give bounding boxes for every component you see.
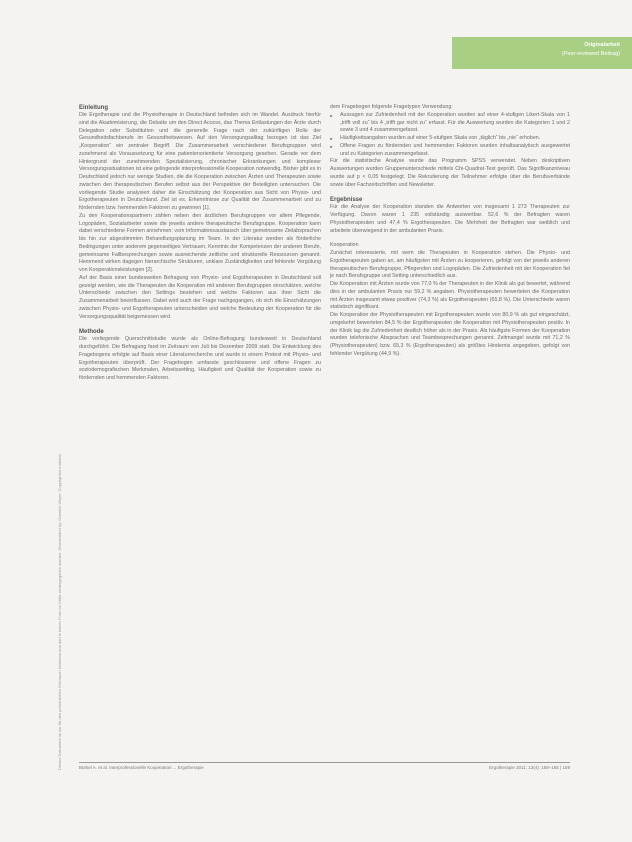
paragraph: Die Kooperation der Physiotherapeuten mit Ergotherapeuten wurde von 80,9 % als gut eingeschätzt, umgekehrt bewerteten 84,5 % der Ergotherapeuten die Kooperation mit Physiotherapeuten positiv. In der Klinik lag die Zufriedenheit deutlich höher als in der Praxis. Als häufigste Formen der Kooperation wurden telefonische Absprachen und Teambesprechungen genannt. Zeitmangel wurde mit 71,2 % (Physiotherapeuten) bzw. 65,3 % (Ergotherapeuten) als größtes Hindernis angegeben, gefolgt von fehlender Vergütung (44,9 %). — [330, 312, 570, 357]
paragraph: Zu den Kooperationspartnern zählen neben den ärztlichen Berufsgruppen vor allem Pflegende, Logopäden, Sozialarbeiter sowie die jeweils andere therapeutische Berufsgruppe. Kooperation kann dabei verschiedene Formen annehmen: vom Informationsaustausch über gemeinsame Zielabsprachen bis hin zur abgestimmten Behandlungsplanung im Team. In der Literatur werden als förderliche Bedingungen unter anderem gegenseitiges Vertrauen, Kenntnis der Kompetenzen der anderen Berufe, gemeinsame Fallbesprechungen sowie ausreichende zeitliche und strukturelle Ressourcen genannt. Hemmend wirken dagegen hierarchische Strukturen, unklare Zuständigkeiten und fehlende Vergütung von Kooperationsleistungen [2]. — [79, 212, 321, 273]
paragraph-gap — [330, 235, 570, 242]
bullet-item: ■ Aussagen zur Zufriedenheit mit der Kooperation wurden auf einer 4-stufigen Likert-Skala von 1 „trifft voll zu“ bis 4 „trifft gar nicht zu“ erfasst. Für die Auswertung wurden die Kategorien 1 und 2 sowie 3 und 4 zusammengefasst. — [330, 112, 570, 135]
footer-citation: Bürkel A. et al. Interprofessionelle Kooperation ... Ergotherapie — [79, 765, 204, 770]
paragraph: Die Kooperation mit Ärzten wurde von 77,0 % der Therapeuten in der Klinik als gut bewertet, während dies in der ambulanten Praxis nur 59,2 % angaben. Physiotherapeuten bewerteten die Kooperation mit Ärzten insgesamt etwas positiver (74,3 %) als Ergotherapeuten (65,8 %). Die Unterschiede waren statistisch signifikant. — [330, 281, 570, 311]
paragraph-gap — [79, 321, 321, 328]
left-text-column — [79, 104, 321, 383]
paragraph: Auf der Basis einer bundesweiten Befragung von Physio- und Ergotherapeuten in Deutschland soll gezeigt werden, wie die Therapeuten die Kooperation mit anderen Berufsgruppen einschätzen, welche Unterschiede zwischen den Settings bestehen und welche Faktoren aus ihrer Sicht die Zusammenarbeit beeinflussen. Dabei wird auch der Frage nachgegangen, ob sich die Einschätzungen zwischen Physio- und Ergotherapeuten unterscheiden und welche Bedeutung der Kooperation für die Versorgungsqualität beigemessen wird. — [79, 274, 321, 320]
paragraph: dem Fragebogen folgende Fragetypen Verwendung: — [330, 104, 453, 110]
paragraph: Zunächst interessierte, mit wem die Therapeuten in Kooperation stehen. Die Physio- und Ergotherapeuten gaben an, am häufigsten mit Ärzten zu kooperieren, gefolgt von der jeweils anderen therapeutischen Berufsgruppe, Pflegenden und Logopäden. Die Zufriedenheit mit der Kooperation fiel je nach Berufsgruppe und Setting unterschiedlich aus. — [330, 250, 570, 280]
right-text-column — [330, 104, 570, 359]
bullet-item: ■ Offene Fragen zu fördernden und hemmenden Faktoren wurden inhaltsanalytisch ausgewertet und zu Kategorien zusammengefasst. — [330, 143, 570, 159]
paragraph: Die vorliegende Querschnittstudie wurde als Online-Befragung bundesweit in Deutschland durchgeführt. Die Befragung fand im Zeitraum von Juli bis Dezember 2009 statt. Die Entwicklung des Fragebogens erfolgte auf Basis einer Literaturrecherche und wurde in einem Pretest mit Physio- und Ergotherapeuten überprüft. Der Fragebogen umfasste geschlossene und offene Fragen zu soziodemografischen Merkmalen, Arbeitssetting, Häufigkeit und Qualität der Kooperation sowie zu fördernden und hemmenden Faktoren. — [79, 336, 321, 381]
paragraph-gap — [330, 189, 570, 196]
paragraph: Für die Analyse der Kooperation standen die Antworten von insgesamt 1 273 Therapeuten zur Verfügung. Davon waren 1 235 vollständig auswertbar. 52,6 % der Befragten waren Physiotherapeuten und 47,4 % Ergotherapeuten. Die Mehrheit der Befragten war weiblich und arbeitete überwiegend in der ambulanten Praxis. — [330, 204, 570, 234]
section-heading: Ergebnisse — [330, 197, 363, 204]
side-copyright-text: Dieses Dokument ist nur für den persönlichen Gebrauch bestimmt und darf in keiner Form an Dritte weitergegeben werden. Downloaded by: Gabriele Meyer. Copyrighted material. — [57, 453, 62, 770]
section-heading: Methode — [79, 329, 104, 336]
section-tab — [452, 37, 632, 69]
section-tab-subtitle: (Peer-reviewed Beitrag) — [561, 51, 620, 57]
paragraph: Für die statistische Analyse wurde das Programm SPSS verwendet. Neben deskriptiven Auswertungen wurden Gruppenunterschiede mittels Chi-Quadrat-Test geprüft. Das Signifikanzniveau wurde auf p < 0,05 festgelegt. Die Rekrutierung der Teilnehmer erfolgte über die Berufsverbände sowie über Fachzeitschriften und Newsletter. — [330, 158, 570, 188]
paragraph: Kooperation — [330, 242, 359, 249]
footer-journal-page: Ergotherapie 2011; 13(4): 158–165 | 159 — [489, 765, 570, 770]
bullet-list — [330, 112, 570, 159]
paragraph: Die Ergotherapie und die Physiotherapie in Deutschland befinden sich im Wandel. Ausdruck hierfür sind die Akademisierung, die Debatte um den Direct Access, das Thema Entlastungen der Ärzte durch Delegation oder Substitution und die generelle Frage nach der zukünftigen Rolle der Gesundheitsfachberufe im Gesundheitswesen. Auf den Versorgungsalltag bezogen ist das Ziel „Kooperation“ ein zentraler Begriff. Die Zusammenarbeit verschiedener Berufsgruppen wird zunehmend als Voraussetzung für eine patientenorientierte Versorgung gesehen. Gerade vor dem Hintergrund der zunehmenden Spezialisierung, chronischer Erkrankungen und komplexer Versorgungssituationen ist eine gelingende interprofessionelle Kooperation notwendig. Bisher gibt es in Deutschland jedoch nur wenige Studien, die die Kooperation zwischen Ärzten und Therapeuten sowie zwischen den therapeutischen Berufen selbst aus der Perspektive der Beteiligten untersuchen. Die vorliegende Studie analysiert daher die Einschätzung der Kooperation aus Sicht von Physio- und Ergotherapeuten in Deutschland. Ziel ist es, Erkenntnisse zur Qualität der Zusammenarbeit und zu fördernden bzw. hemmenden Faktoren zu gewinnen [1]. — [79, 112, 321, 211]
section-heading: Einleitung — [79, 105, 108, 111]
page-footer — [79, 762, 570, 770]
section-tab-title: Originalarbeit — [584, 42, 620, 48]
bullet-item: ■ Häufigkeitsangaben wurden auf einer 5-stufigen Skala von „täglich“ bis „nie“ erhoben. — [330, 135, 570, 143]
